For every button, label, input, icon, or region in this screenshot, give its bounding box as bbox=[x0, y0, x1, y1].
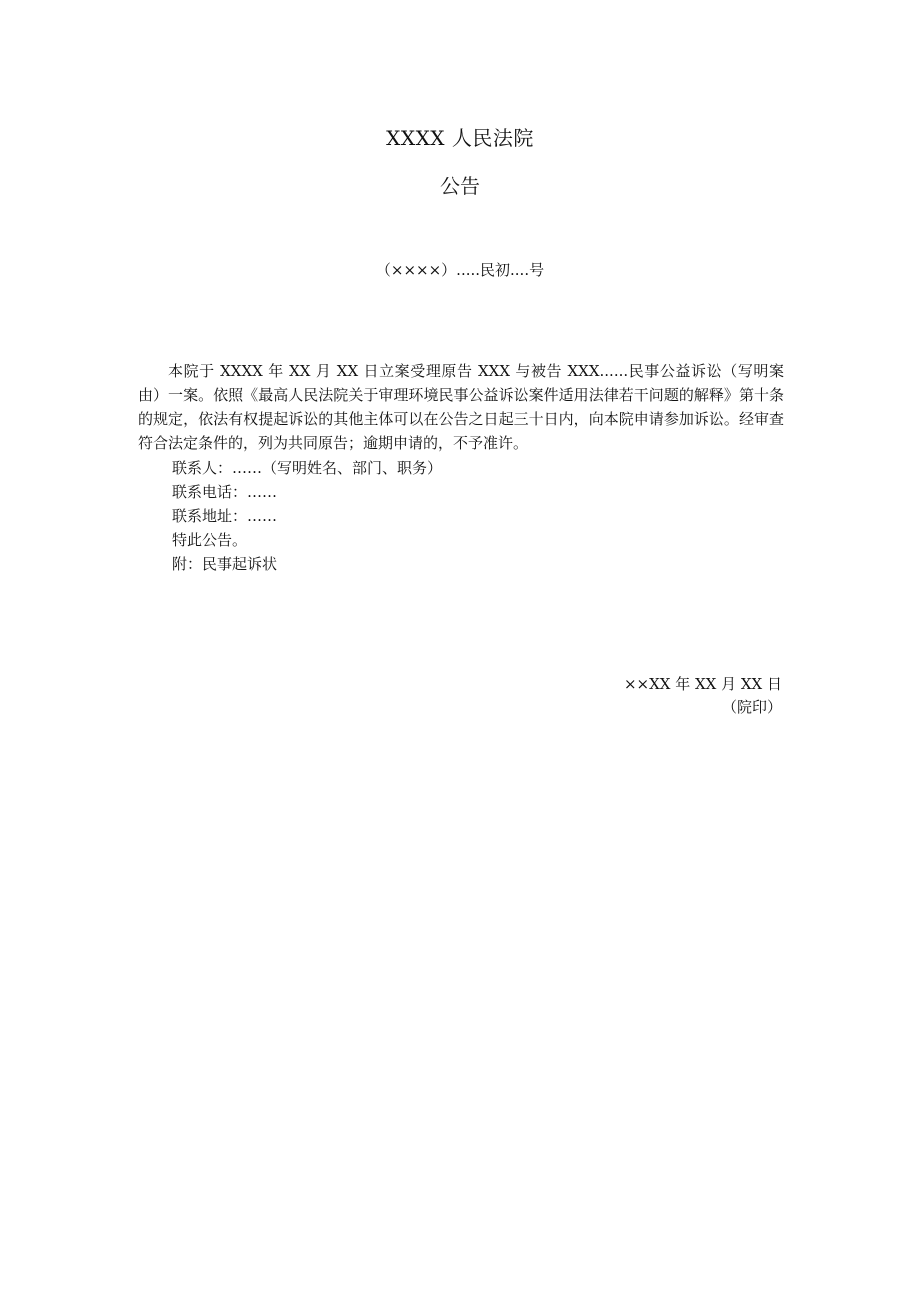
closing-statement: 特此公告。 bbox=[172, 531, 248, 549]
contact-person: 联系人：……（写明姓名、部门、职务） bbox=[172, 459, 443, 477]
body-paragraph: 本院于 XXXX 年 XX 月 XX 日立案受理原告 XXX 与被告 XXX......民事公益诉讼（写明案由）一案。依照《最高人民法院关于审理环境民事公益诉讼案件适用法律若干问题的解释》第十条的规定，依法有权提起诉讼的其他主体可以在公告之日起三十日内，向本院申请参加诉讼。经审查符合法定条件的，列为共同原告；逾期申请的，不予准许。 bbox=[138, 362, 784, 452]
contact-address: 联系地址：…… bbox=[172, 507, 278, 525]
case-number: （××××）.....民初....号 bbox=[375, 261, 545, 279]
notice-body bbox=[138, 359, 784, 455]
notice-title: 公告 bbox=[440, 174, 480, 198]
court-name: XXXX 人民法院 bbox=[386, 126, 534, 150]
issue-date: ××XX 年 XX 月 XX 日 bbox=[623, 675, 782, 693]
court-seal: （院印） bbox=[721, 698, 782, 716]
attachment-note: 附：民事起诉状 bbox=[172, 555, 278, 573]
contact-phone: 联系电话：…… bbox=[172, 483, 278, 501]
